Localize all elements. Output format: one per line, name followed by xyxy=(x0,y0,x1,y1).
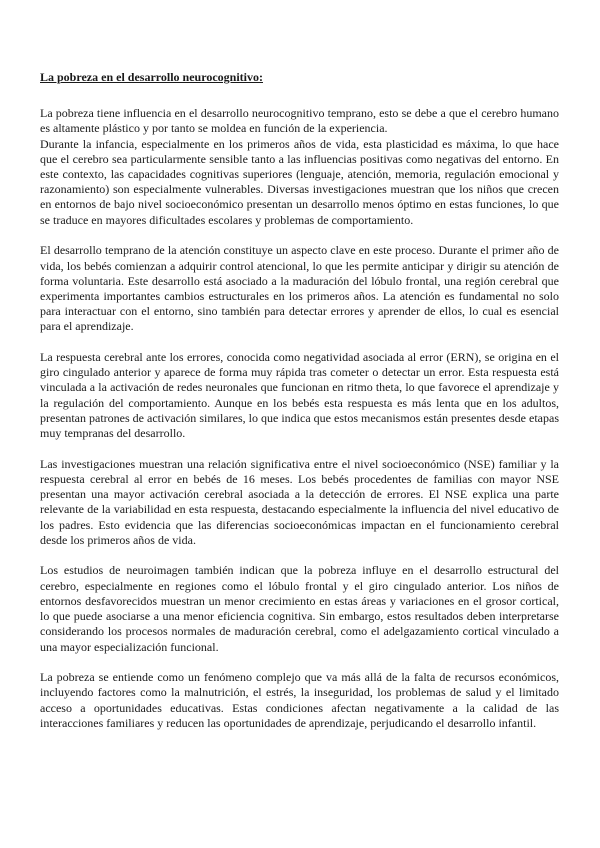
document-page xyxy=(40,70,559,731)
paragraph-attention: El desarrollo temprano de la atención constituye un aspecto clave en este proceso. Durante el primer año de vida, los bebés comienzan a adquirir control atencional, lo que les permite anticipar y dirigir su atención de forma voluntaria. Este desarrollo está asociado a la maduración del lóbulo frontal, una región cerebral que experimenta importantes cambios estructurales en los primeros años. La atención es fundamental no solo para interactuar con el entorno, sino también para detectar errores y aprender de ellos, lo cual es esencial para el aprendizaje. xyxy=(40,243,559,334)
paragraph-infancy: Durante la infancia, especialmente en los primeros años de vida, esta plasticidad es máxima, lo que hace que el cerebro sea particularmente sensible tanto a las influencias positivas como negativas del entorno. En este contexto, las capacidades cognitivas superiores (lenguaje, atención, memoria, regulación emocional y razonamiento) son especialmente vulnerables. Diversas investigaciones muestran que los niños que crecen en entornos de bajo nivel socioeconómico presentan un desarrollo menos óptimo en estas funciones, lo que se traduce en mayores dificultades escolares y problemas de comportamiento. xyxy=(40,136,559,227)
paragraph-poverty-definition: La pobreza se entiende como un fenómeno complejo que va más allá de la falta de recursos económicos, incluyendo factores como la malnutrición, el estrés, la inseguridad, los problemas de salud y el limitado acceso a oportunidades educativas. Estas condiciones afectan negativamente a la calidad de las interacciones familiares y reducen las oportunidades de aprendizaje, perjudicando el desarrollo infantil. xyxy=(40,670,559,730)
paragraph-socioeconomic: Las investigaciones muestran una relación significativa entre el nivel socioeconómico (NSE) familiar y la respuesta cerebral al error en bebés de 16 meses. Los bebés procedentes de familias con mayor NSE presentan una mayor activación cerebral asociada a la detección de errores. El NSE explica una parte relevante de la variabilidad en esta respuesta, destacando especialmente la influencia del nivel educativo de los padres. Esto evidencia que las diferencias socioeconómicas impactan en el funcionamiento cerebral desde los primeros años de vida. xyxy=(40,456,559,547)
paragraph-error-response: La respuesta cerebral ante los errores, conocida como negatividad asociada al error (ERN), se origina en el giro cingulado anterior y aparece de forma muy rápida tras cometer o detectar un error. Esta respuesta está vinculada a la activación de redes neuronales que funcionan en ritmo theta, lo que favorece el aprendizaje y la regulación del comportamiento. Aunque en los bebés esta respuesta es más lenta que en los adultos, presentan patrones de activación similares, lo que indica que estos mecanismos están presentes desde etapas muy tempranas del desarrollo. xyxy=(40,350,559,441)
paragraph-intro: La pobreza tiene influencia en el desarrollo neurocognitivo temprano, esto se debe a que el cerebro humano es altamente plástico y por tanto se moldea en función de la experiencia. xyxy=(40,106,559,136)
paragraph-neuroimaging: Los estudios de neuroimagen también indican que la pobreza influye en el desarrollo estructural del cerebro, especialmente en regiones como el lóbulo frontal y el giro cingulado anterior. Los niños de entornos desfavorecidos muestran un menor crecimiento en estas áreas y variaciones en el grosor cortical, lo que puede asociarse a una menor eficiencia cognitiva. Sin embargo, estos resultados deben interpretarse considerando los procesos normales de maduración cerebral, como el adelgazamiento cortical vinculado a una mayor especialización funcional. xyxy=(40,563,559,654)
document-title: La pobreza en el desarrollo neurocognitivo: xyxy=(40,70,263,84)
